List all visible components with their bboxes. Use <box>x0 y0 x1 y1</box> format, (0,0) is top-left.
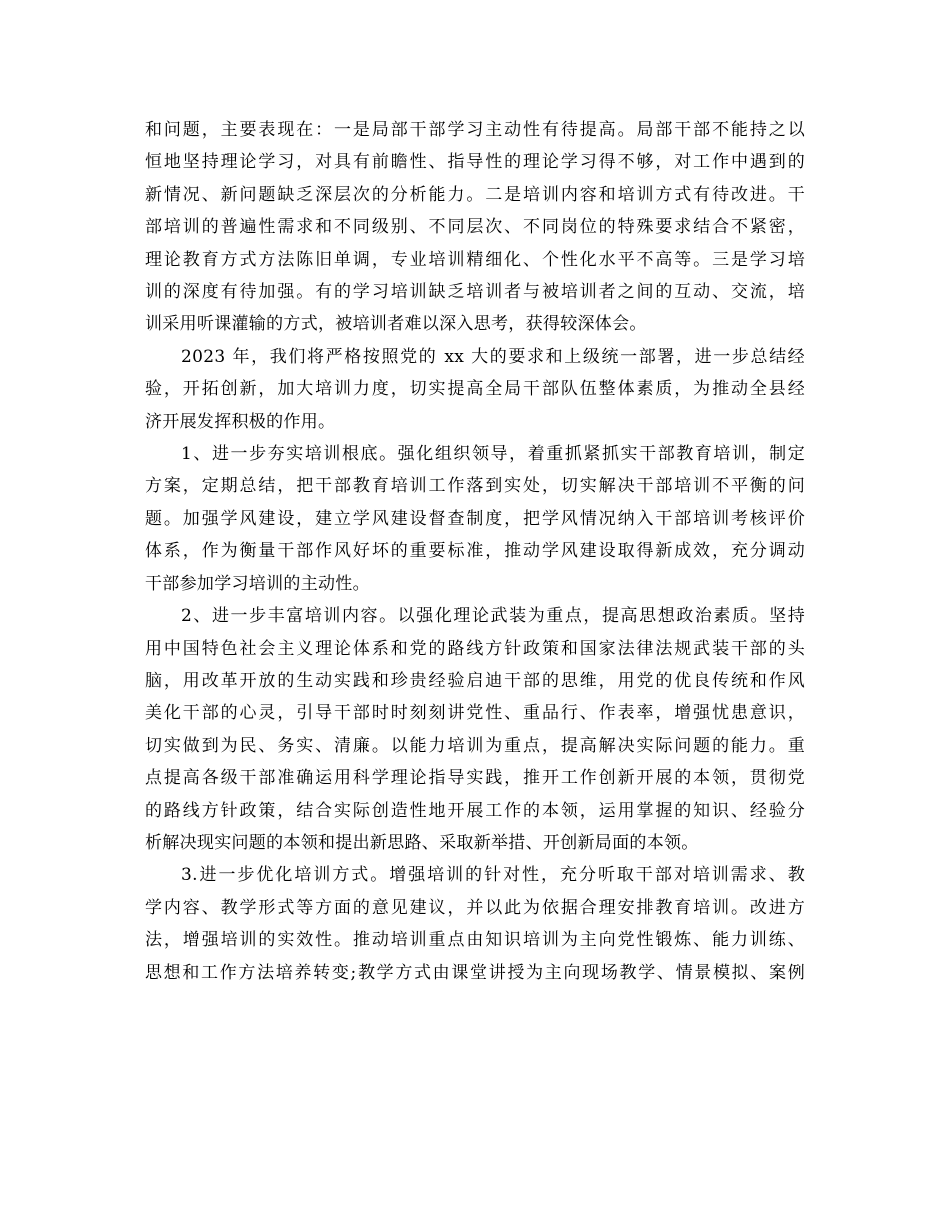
text-line: 2、进一步丰富培训内容。以强化理论武装为重点，提高思想政治素质。坚持 <box>181 606 805 627</box>
text-line: 学内容、教学形式等方面的意见建议，并以此为依据合理安排教育培训。改进方 <box>145 897 805 918</box>
text-line: 和问题，主要表现在：一是局部干部学习主动性有待提高。局部干部不能持之以 <box>145 120 805 140</box>
text-line: 新情况、新问题缺乏深层次的分析能力。二是培训内容和培训方式有待改进。干 <box>145 184 805 205</box>
text-line: 思想和工作方法培养转变;教学方式由课堂讲授为主向现场教学、情景模拟、案例 <box>145 962 805 983</box>
text-line: 训采用听课灌输的方式，被培训者难以深入思考，获得较深体会。 <box>145 314 647 335</box>
text-line: 析解决现实问题的本领和提出新思路、采取新举措、开创新局面的本领。 <box>145 832 699 853</box>
text-line: 部培训的普遍性需求和不同级别、不同层次、不同岗位的特殊要求结合不紧密， <box>145 217 805 238</box>
text-line: 用中国特色社会主义理论体系和党的路线方针政策和国家法律法规武装干部的头 <box>145 638 805 659</box>
paragraph <box>145 600 805 859</box>
text-line: 验，开拓创新，加大培训力度，切实提高全局干部队伍整体素质，为推动全县经 <box>145 379 805 400</box>
text-line: 的路线方针政策，结合实际创造性地开展工作的本领，运用掌握的知识、经验分 <box>145 800 805 821</box>
text-line: 2023 年，我们将严格按照党的 xx 大的要求和上级统一部署，进一步总结经 <box>181 346 805 367</box>
paragraph <box>145 438 805 600</box>
text-line: 济开展发挥积极的作用。 <box>145 411 336 432</box>
text-line: 干部参加学习培训的主动性。 <box>145 573 370 594</box>
text-line: 美化干部的心灵，引导干部时时刻刻讲党性、重品行、作表率，增强忧患意识， <box>145 703 805 724</box>
text-line: 训的深度有待加强。有的学习培训缺乏培训者与被培训者之间的互动、交流，培 <box>145 282 805 303</box>
text-line: 1、进一步夯实培训根底。强化组织领导，着重抓紧抓实干部教育培训，制定 <box>181 444 805 465</box>
text-line: 点提高各级干部准确运用科学理论指导实践，推开工作创新开展的本领，贯彻党 <box>145 768 805 789</box>
text-line: 切实做到为民、务实、清廉。以能力培训为重点，提高解决实际问题的能力。重 <box>145 735 805 756</box>
paragraph <box>145 859 805 989</box>
text-line: 3.进一步优化培训方式。增强培训的针对性，充分听取干部对培训需求、教 <box>181 865 805 886</box>
paragraph <box>145 114 805 341</box>
text-line: 法，增强培训的实效性。推动培训重点由知识培训为主向党性锻炼、能力训练、 <box>145 930 805 951</box>
text-line: 恒地坚持理论学习，对具有前瞻性、指导性的理论学习得不够，对工作中遇到的 <box>145 152 805 173</box>
text-line: 脑，用改革开放的生动实践和珍贵经验启迪干部的思维，用党的优良传统和作风 <box>145 670 805 691</box>
text-line: 题。加强学风建设，建立学风建设督查制度，把学风情况纳入干部培训考核评价 <box>145 508 805 529</box>
text-line: 理论教育方式方法陈旧单调，专业培训精细化、个性化水平不高等。三是学习培 <box>145 249 805 270</box>
paragraph <box>145 341 805 438</box>
text-line: 方案，定期总结，把干部教育培训工作落到实处，切实解决干部培训不平衡的问 <box>145 476 805 497</box>
document-body <box>145 114 805 989</box>
text-line: 体系，作为衡量干部作风好坏的重要标准，推动学风建设取得新成效，充分调动 <box>145 541 805 562</box>
